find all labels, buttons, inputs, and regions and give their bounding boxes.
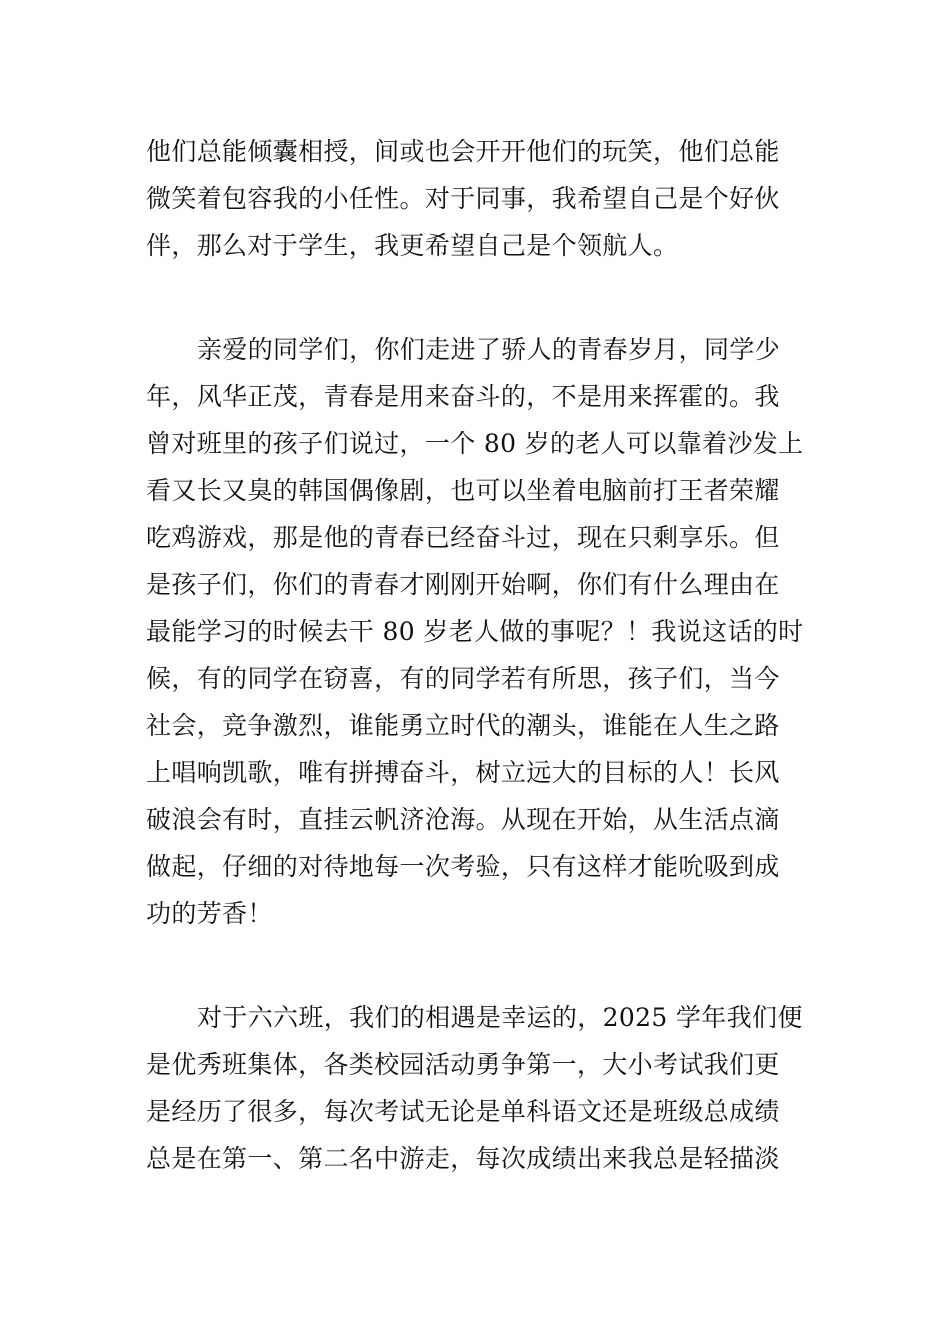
- paragraph-1-line-3: 伴，那么对于学生，我更希望自己是个领航人。: [146, 231, 679, 260]
- paragraph-2-line-1: 亲爱的同学们，你们走进了骄人的青春岁月，同学少: [197, 335, 781, 364]
- paragraph-2-line-3: 曾对班里的孩子们说过，一个 80 岁的老人可以靠着沙发上: [146, 429, 804, 458]
- paragraph-3-line-2: 是优秀班集体，各类校园活动勇争第一，大小考试我们更: [146, 1050, 780, 1079]
- paragraph-1-line-1: 他们总能倾囊相授，间或也会开开他们的玩笑，他们总能: [146, 137, 780, 166]
- paragraph-2-line-2: 年，风华正茂，青春是用来奋斗的，不是用来挥霍的。我: [146, 382, 780, 411]
- paragraph-1-line-2: 微笑着包容我的小任性。对于同事，我希望自己是个好伙: [146, 184, 780, 213]
- paragraph-2-line-7: 最能学习的时候去干 80 岁老人做的事呢？！我说这话的时: [146, 617, 804, 646]
- paragraph-2-line-8: 候，有的同学在窃喜，有的同学若有所思，孩子们，当今: [146, 664, 780, 693]
- paragraph-2-line-6: 是孩子们，你们的青春才刚刚开始啊，你们有什么理由在: [146, 570, 780, 599]
- paragraph-2-line-13: 功的芳香！: [146, 899, 273, 928]
- paragraph-3-line-4: 总是在第一、第二名中游走，每次成绩出来我总是轻描淡: [146, 1144, 780, 1173]
- paragraph-3-line-1: 对于六六班，我们的相遇是幸运的，2025 学年我们便: [197, 1003, 803, 1032]
- paragraph-2-line-5: 吃鸡游戏，那是他的青春已经奋斗过，现在只剩享乐。但: [146, 523, 780, 552]
- paragraph-2-line-11: 破浪会有时，直挂云帆济沧海。从现在开始，从生活点滴: [146, 805, 780, 834]
- paragraph-2-line-9: 社会，竞争激烈，谁能勇立时代的潮头，谁能在人生之路: [146, 711, 780, 740]
- paragraph-2-line-12: 做起，仔细的对待地每一次考验，只有这样才能吮吸到成: [146, 852, 780, 881]
- paragraph-3-line-3: 是经历了很多，每次考试无论是单科语文还是班级总成绩: [146, 1097, 780, 1126]
- paragraph-2-line-4: 看又长又臭的韩国偶像剧，也可以坐着电脑前打王者荣耀: [146, 476, 780, 505]
- paragraph-2-line-10: 上唱响凯歌，唯有拼搏奋斗，树立远大的目标的人！长风: [146, 758, 780, 787]
